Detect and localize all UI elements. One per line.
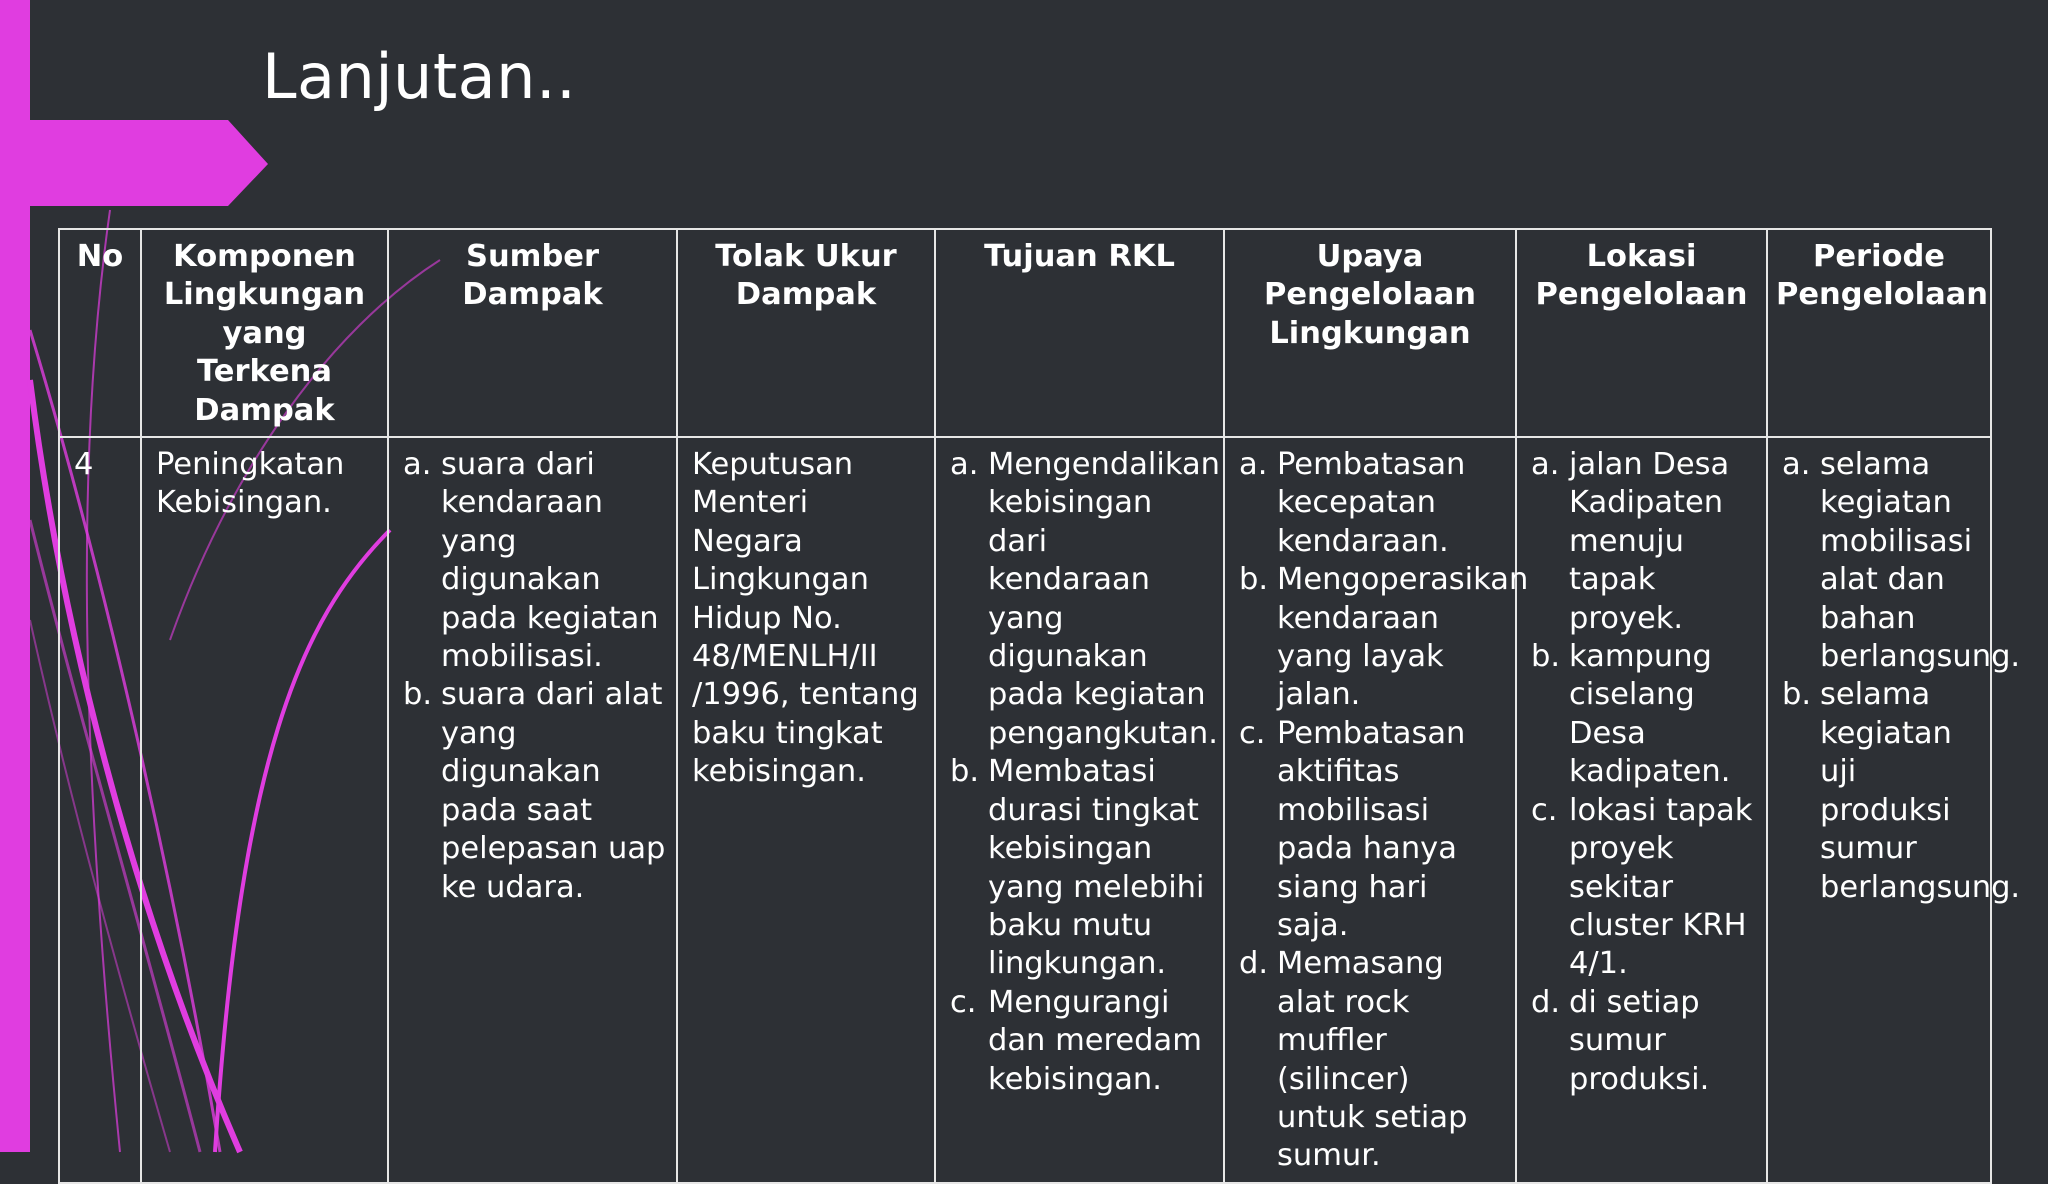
list-item-text: selama kegiatan uji produksi sumur berlangsung. — [1820, 677, 2021, 905]
sumber-list — [403, 446, 666, 907]
header-lokasi: Lokasi Pengelolaan — [1516, 229, 1767, 437]
upaya-list — [1239, 446, 1529, 1176]
list-marker: b. — [403, 677, 433, 713]
tujuan-list — [950, 446, 1221, 1099]
list-marker: b. — [1239, 562, 1269, 598]
table-row — [59, 437, 1991, 1183]
list-marker: a. — [1531, 447, 1560, 483]
list-item-text: kampung ciselang Desa kadipaten. — [1569, 639, 1731, 790]
slide-title: Lanjutan.. — [262, 40, 577, 113]
cell-upaya — [1224, 437, 1529, 1183]
list-marker: c. — [1239, 715, 1266, 751]
list-item — [1239, 446, 1505, 561]
header-upaya: Upaya Pengelolaan Lingkungan — [1224, 229, 1516, 437]
accent-bar — [0, 0, 30, 1152]
list-item — [1531, 984, 1756, 1099]
list-item-text: Membatasi durasi tingkat kebisingan yang melebihi baku mutu lingkungan. — [988, 754, 1205, 982]
periode-list — [1782, 446, 2021, 907]
cell-tolak — [677, 437, 935, 1183]
list-item — [403, 676, 666, 906]
cell-no — [59, 437, 141, 1183]
list-item — [1239, 945, 1505, 1175]
list-marker: a. — [1239, 447, 1268, 483]
list-item — [1239, 715, 1505, 945]
list-item-text: Memasang alat rock muffler (silincer) untuk setiap sumur. — [1277, 946, 1468, 1174]
header-sumber: Sumber Dampak — [388, 229, 677, 437]
cell-lokasi — [1516, 437, 1767, 1183]
header-tujuan: Tujuan RKL — [935, 229, 1224, 437]
header-periode: Periode Pengelolaan — [1767, 229, 1991, 437]
list-item-text: lokasi tapak proyek sekitar cluster KRH 4/1. — [1569, 792, 1753, 982]
cell-tujuan — [935, 437, 1224, 1183]
list-item — [950, 984, 1213, 1099]
list-item — [1239, 561, 1529, 715]
list-marker: b. — [1531, 639, 1561, 675]
header-komponen: Komponen Lingkungan yang Terkena Dampak — [141, 229, 388, 437]
list-marker: a. — [950, 447, 979, 483]
list-marker: a. — [403, 447, 432, 483]
list-item — [950, 753, 1213, 983]
lokasi-list — [1531, 446, 1756, 1099]
list-marker: b. — [1782, 677, 1812, 713]
list-item-text: Mengoperasikan kendaraan yang layak jalan. — [1277, 562, 1529, 713]
list-item-text: suara dari alat yang digunakan pada saat pelepasan uap ke udara. — [441, 677, 666, 905]
list-marker: c. — [950, 984, 977, 1020]
header-tolak: Tolak Ukur Dampak — [677, 229, 935, 437]
list-item-text: Pembatasan aktifitas mobilisasi pada hanya siang hari saja. — [1277, 715, 1466, 943]
cell-periode — [1767, 437, 2021, 1183]
list-marker: c. — [1531, 792, 1558, 828]
table-header-row — [59, 229, 1991, 437]
list-item-text: suara dari kendaraan yang digunakan pada kegiatan mobilisasi. — [441, 447, 659, 675]
list-marker: a. — [1782, 447, 1811, 483]
list-item-text: Mengurangi dan meredam kebisingan. — [988, 984, 1202, 1097]
rkl-table — [58, 228, 2021, 1184]
accent-arrow — [0, 120, 268, 206]
header-no: No — [59, 229, 141, 437]
cell-komponen — [141, 437, 388, 1183]
komponen-text: Peningkatan Kebisingan. — [156, 447, 345, 521]
list-item-text: selama kegiatan mobilisasi alat dan bahan berlangsung. — [1820, 447, 2021, 675]
list-marker: b. — [950, 754, 980, 790]
list-item — [403, 446, 666, 676]
list-item-text: Pembatasan kecepatan kendaraan. — [1277, 447, 1466, 559]
list-item — [1531, 792, 1756, 984]
list-item — [1531, 638, 1756, 792]
list-item-text: di setiap sumur produksi. — [1569, 984, 1710, 1097]
list-item — [1531, 446, 1756, 638]
list-marker: d. — [1531, 984, 1561, 1020]
row-number: 4 — [74, 447, 94, 483]
cell-sumber — [388, 437, 677, 1183]
list-marker: d. — [1239, 946, 1269, 982]
list-item-text: Mengendalikan kebisingan dari kendaraan yang digunakan pada kegiatan pengangkutan. — [988, 447, 1221, 751]
list-item — [950, 446, 1221, 753]
list-item-text: jalan Desa Kadipaten menuju tapak proyek. — [1569, 447, 1730, 636]
list-item — [1782, 446, 2021, 676]
list-item — [1782, 676, 2021, 906]
tolak-text: Keputusan Menteri Negara Lingkungan Hidup No. 48/MENLH/II /1996, tentang baku tingkat kebisingan. — [692, 447, 919, 790]
